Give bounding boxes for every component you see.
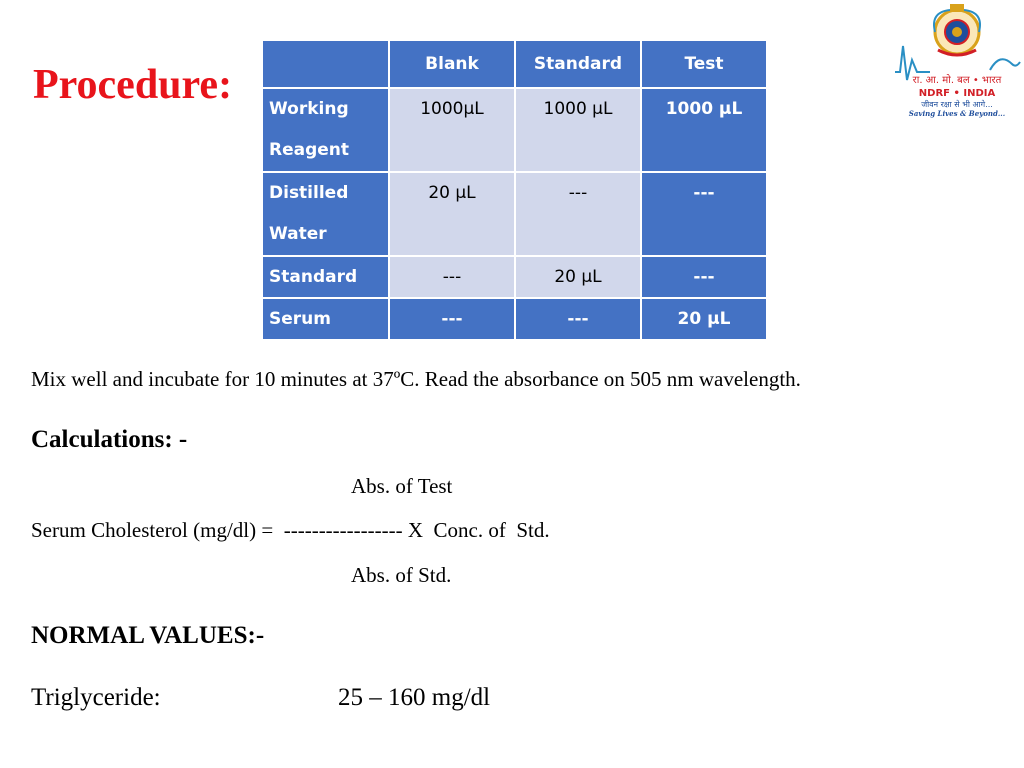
row-label-standard: Standard: [262, 256, 389, 298]
cell-blank: ---: [389, 298, 515, 340]
emblem-icon: [934, 4, 980, 55]
cell-test: ---: [641, 256, 767, 298]
table-header-row: [262, 40, 767, 88]
triglyceride-value: 25 – 160 mg/dl: [338, 684, 491, 711]
procedure-table: [261, 39, 768, 341]
calculations-heading: Calculations: -: [31, 426, 188, 453]
logo-motto: Saving Lives & Beyond...: [908, 109, 1006, 118]
page-title: Procedure:: [33, 62, 233, 108]
row-label-serum: Serum: [262, 298, 389, 340]
formula-line: Serum Cholesterol (mg/dl) = ----------------- X Conc. of Std.: [31, 518, 550, 542]
cell-standard: 1000 µL: [515, 88, 641, 172]
cell-test: 1000 µL: [641, 88, 767, 172]
table-header-empty: [262, 40, 389, 88]
cell-blank: 1000µL: [389, 88, 515, 172]
logo-hindi-top: रा. आ. मो. बल • भारत: [912, 75, 1002, 86]
ndrf-logo: [890, 2, 1024, 120]
formula-denominator: Abs. of Std.: [351, 563, 452, 587]
logo-hindi-motto: जीवन रक्षा से भी आगे...: [921, 100, 993, 109]
formula-numerator: Abs. of Test: [351, 474, 453, 498]
table-row: [262, 256, 767, 298]
table-row: [262, 298, 767, 340]
instruction-text: Mix well and incubate for 10 minutes at 37ºC. Read the absorbance on 505 nm wavelength.: [31, 367, 801, 391]
cell-blank: ---: [389, 256, 515, 298]
triglyceride-label: Triglyceride:: [31, 684, 161, 711]
cell-blank: 20 µL: [389, 172, 515, 256]
table-header-standard: Standard: [515, 40, 641, 88]
cell-standard: ---: [515, 298, 641, 340]
logo-org-name: NDRF • INDIA: [918, 88, 996, 99]
row-label-distilled-water: Distilled Water: [262, 172, 389, 256]
table-row: [262, 88, 767, 172]
cell-test: ---: [641, 172, 767, 256]
table-header-blank: Blank: [389, 40, 515, 88]
wave-icon: [990, 59, 1020, 70]
cell-standard: ---: [515, 172, 641, 256]
table-row: [262, 172, 767, 256]
normal-values-heading: NORMAL VALUES:-: [31, 622, 265, 649]
table-header-test: Test: [641, 40, 767, 88]
row-label-working-reagent: Working Reagent: [262, 88, 389, 172]
cell-test: 20 µL: [641, 298, 767, 340]
cell-standard: 20 µL: [515, 256, 641, 298]
